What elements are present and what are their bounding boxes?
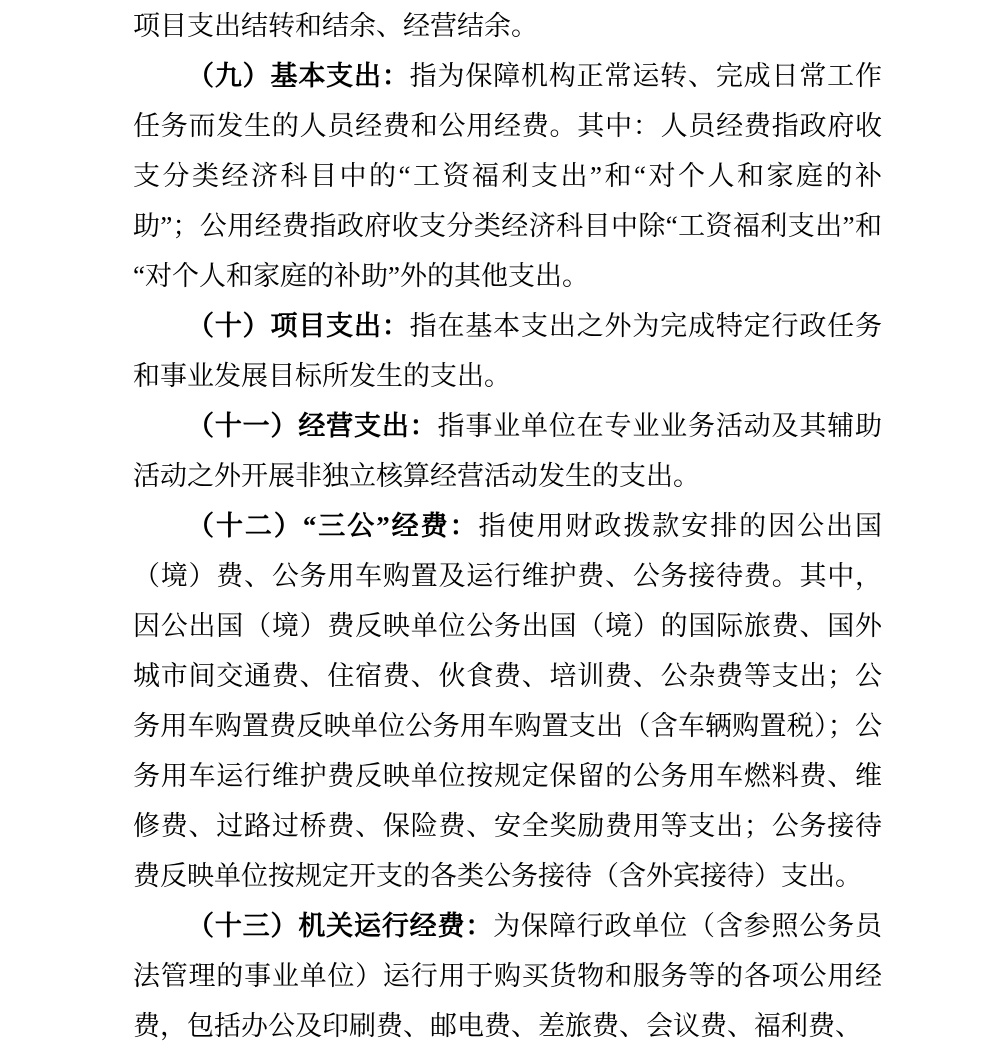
paragraph-lead-bold: （十三）机关运行经费：	[187, 911, 494, 941]
paragraph	[133, 401, 882, 501]
paragraph	[133, 301, 882, 401]
paragraph-text: 指在基本支出之外为完成特定行政任务和事业发展目标所发生的支出。	[133, 311, 883, 391]
paragraph-text: 为保障行政单位（含参照公务员法管理的事业单位）运行用于购买货物和服务等的各项公用经费，包括办公及印刷费、邮电费、差旅费、会议费、福利费、	[133, 911, 883, 1041]
paragraph	[133, 901, 882, 1051]
paragraph	[133, 501, 882, 901]
paragraph	[133, 1, 882, 51]
paragraph-lead-bold: （十二）“三公”经费：	[187, 511, 479, 541]
paragraph-text: 指事业单位在专业业务活动及其辅助活动之外开展非独立核算经营活动发生的支出。	[133, 411, 882, 491]
paragraph-lead-bold: （九）基本支出：	[187, 61, 410, 91]
document-body	[133, 1, 882, 1051]
paragraph-lead-bold: （十）项目支出：	[187, 311, 410, 341]
paragraph-lead-bold: （十一）经营支出：	[187, 411, 438, 441]
paragraph	[133, 51, 882, 301]
paragraph-text: 项目支出结转和结余、经营结余。	[133, 11, 538, 41]
paragraph-text: 指为保障机构正常运转、完成日常工作任务而发生的人员经费和公用经费。其中：人员经费指政府收支分类经济科目中的“工资福利支出”和“对个人和家庭的补助”；公用经费指政府收支分类经济科目中除“工资福利支出”和“对个人和家庭的补助”外的其他支出。	[133, 61, 883, 291]
paragraph-text: 指使用财政拨款安排的因公出国（境）费、公务用车购置及运行维护费、公务接待费。其中，因公出国（境）费反映单位公务出国（境）的国际旅费、国外城市间交通费、住宿费、伙食费、培训费、公杂费等支出；公务用车购置费反映单位公务用车购置支出（含车辆购置税）；公务用车运行维护费反映单位按规定保留的公务用车燃料费、维修费、过路过桥费、保险费、安全奖励费用等支出；公务接待费反映单位按规定开支的各类公务接待（含外宾接待）支出。	[133, 511, 883, 891]
